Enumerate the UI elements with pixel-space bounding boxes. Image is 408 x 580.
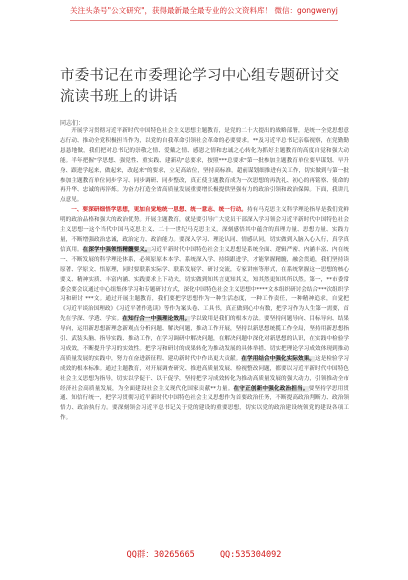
document-body (60, 127, 349, 537)
highlight-2: 在知行合一中强理论效用。 (122, 316, 191, 323)
section-1-text: 持有马克思主义科学理论指导是我们党鲜明的政治品格和强大的政治优势。开展主题教育，就是要引导广大党员干部深入学习领会习近平新时代中国特色社会主义思想一这个当代中国马克思主义、二十一世纪马克思主义，深刻感悟其中蕴含的真理力量、思想力量、实践力量，不断增强政治忠诚，政治定力、政治能力。要深入学习、理论认同、情感认同，切实做到入脑入心入行，真学真信真用。 (60, 207, 349, 253)
section-1-heading: 一、要深研细悟学思想，更加自觉地统一思想、统一意志、统一行动。 (71, 207, 247, 214)
section-1-paragraph (60, 206, 349, 424)
section-1-text-3: 学以致用是我们的根本方法。要坚持问题导向、目标导向、结果导向，运用新思想新理念新观点分析问题、解决问题，推动工作开展，坚持以新思想统揽工作全局，坚持用新思想指引、武装头脑、指导实践、推动工作，在学习调研中解决问题，在解决问题中深化对新思想的认识，在实践中检验学习成效，不断提升学习的实效性。把学习和研讨的成果转化为推动发展的具体举措、切实把理论学习成效体现到推动高质量发展的实践中，努力在奋进新征程、建功新时代中作出更大贡献。 (60, 316, 349, 362)
qq-group: QQ群：30265665 (126, 550, 195, 560)
greeting: 同志们： (60, 120, 85, 127)
section-1-text-4: 这是检验学习成效的根本标准。通过主题教育，对开展调查研究、推进高质量发展、检视整改问题，都要以习近平新时代中国特色社会主义思想为指导，切实以学促干、以干促学，坚持把学习成效转化为推动高质量发展的强大动力，引领推动全市经济社会高质量发展，为全面建设社会主义现代化国家贡献**力量。 (60, 355, 349, 392)
highlight-3: 在学用结合中强化实际效果。 (241, 355, 316, 362)
section-1-text-5: 要坚持学思用贯通、知信行统一，把学习贯彻习近平新时代中国特色社会主义思想作为首要政治任务，不断提高政治判断力、政治领悟力、政治执行力。要深刻领会习近平总书记关于党的建设的重要思想，切实以党的政治建设统领党的建设各项工作。 (60, 385, 349, 422)
top-banner: 关注头条号"公文研究"，获得最新最全最专业的公文资料库！ 微信：gongwenyj (70, 6, 338, 15)
qq-number: QQ:535304092 (219, 550, 282, 560)
banner-rule (70, 20, 338, 21)
intro-paragraph: 开展学习贯彻习近平新时代中国特色社会主义思想主题教育，是党的二十大提出的战略部署，是统一全党思想意志行动、推动全党积极担当作为，以党的自我革命引领社会革命的必要要求。**及习近平总书记亲临视察，在党勤勤恳恳地做，我们把对总书记的崇敬之情、爱戴之情、感恩之情和忠诚之心转化为抓好主题教育的高度自觉和强大动能。半年把握"学思想、强党性、重实践、建新功"总要求，按照***总要求"第一批参加主题教育单位要早谋划、早升身、跟进学起来，做起来，改起来"的要求，立足高站位，坚持高标准，超前谋划细推进有关工作，切实做到与第一批参加主题教育单位同步学习、同步调研、同步整改，真正使主题教育成为一次思想的再洗礼、初心的再铭察、使命的再升华、忠诚的再淬炼。为奋力打造全省高质量发展重要增长极提供坚强有力的政治引领和政治保障。下面，我讲几点意见。 (60, 128, 349, 204)
highlight-1: 在深学中强领悟精髓要义。 (82, 246, 151, 253)
highlight-4: 在守正创新中强化政治担当。 (233, 385, 309, 392)
page-title: 市委书记在市委理论学习中心组专题研讨交流读书班上的讲话 (60, 68, 340, 105)
section-1-text-2: 习近平新时代中国特色社会主义思想是系统全面、逻辑严密、内涵丰富、内在统一、不断发展的科学理论体系，必须原原本本学、系统深入学、持续跟进学，才能掌握精髓，融会贯通，我们坚持读原著、学原文、悟原理，同时要联系实际学、联系发展学、研讨交流，专家讲座等形式，在系统掌握这一思想的核心要义、精神实质、丰富内涵、实践要求上下功夫，切实做到知其言更知其义，知其然更知其所以然。第一，**市委常委会要会议通过中心组集体学习和专题研讨方式，深化中国特色社会主义思想中****文本组织研讨会结合***次组织学习和研讨 ***文。通过开展主题教育，我们要把学思想作为一种生活态度，一种工作责任，一种精神追求，自觉把《习近平谈治国理政》《习近平著作选读》等作为案头卷、工具书，真正做到心中有数，把学习作为人生第一需要，首先在学深、学透、学实。 (60, 246, 349, 323)
footer (0, 548, 408, 560)
